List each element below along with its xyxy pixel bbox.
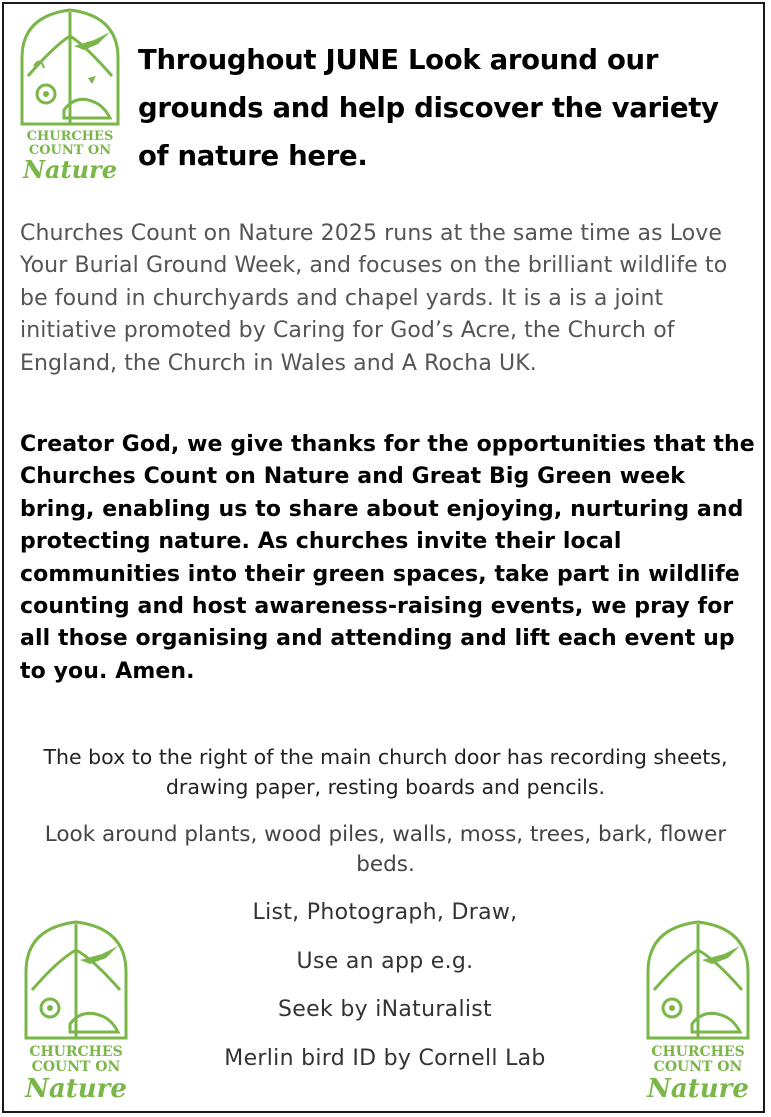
- intro-paragraph: Churches Count on Nature 2025 runs at the same time as Love Your Burial Ground Week, and focuses on the brilliant wildlife to be found in churchyards and chapel yards. It is a is a joint initiative promoted by Caring for God’s Acre, the Church of England, the Church in Wales and A Rocha UK.: [20, 221, 728, 376]
- seek-app-line: Seek by iNaturalist: [278, 997, 492, 1022]
- logo-text-churches: CHURCHES: [651, 1044, 745, 1060]
- logo-text-count-on: COUNT ON: [31, 1059, 121, 1075]
- page-title: Throughout JUNE Look around our grounds and help discover the variety of nature here.: [138, 44, 719, 172]
- logo-text-count-on: COUNT ON: [28, 143, 112, 158]
- churches-count-on-nature-logo-bottom-right: [636, 918, 760, 1102]
- activity-list-line: List, Photograph, Draw,: [252, 900, 518, 925]
- logo-text-churches: CHURCHES: [26, 129, 114, 144]
- logo-text-churches: CHURCHES: [29, 1044, 123, 1060]
- logo-text-nature: Nature: [647, 1074, 749, 1102]
- logo-text-nature: Nature: [23, 155, 117, 184]
- look-around-text: Look around plants, wood piles, walls, moss, trees, bark, flower beds.: [44, 822, 727, 877]
- prayer-paragraph: Creator God, we give thanks for the opportunities that the Churches Count on Nature and Great Big Green week bring, enabling us to share about enjoying, nurturing and protecting nature. As churches invite their local communities into their green spaces, take part in wildlife counting and host awareness-raising events, we pray for all those organising and attending and lift each event up to you. Amen.: [20, 432, 755, 684]
- churches-count-on-nature-logo: [14, 6, 126, 184]
- logo-text-count-on: COUNT ON: [653, 1059, 743, 1075]
- box-note: The box to the right of the main church door has recording sheets, drawing paper, resting boards and pencils.: [43, 745, 728, 799]
- churches-count-on-nature-logo-bottom-left: [14, 918, 138, 1102]
- app-intro-line: Use an app e.g.: [296, 949, 474, 974]
- merlin-app-line: Merlin bird ID by Cornell Lab: [224, 1046, 546, 1071]
- logo-text-nature: Nature: [25, 1074, 127, 1102]
